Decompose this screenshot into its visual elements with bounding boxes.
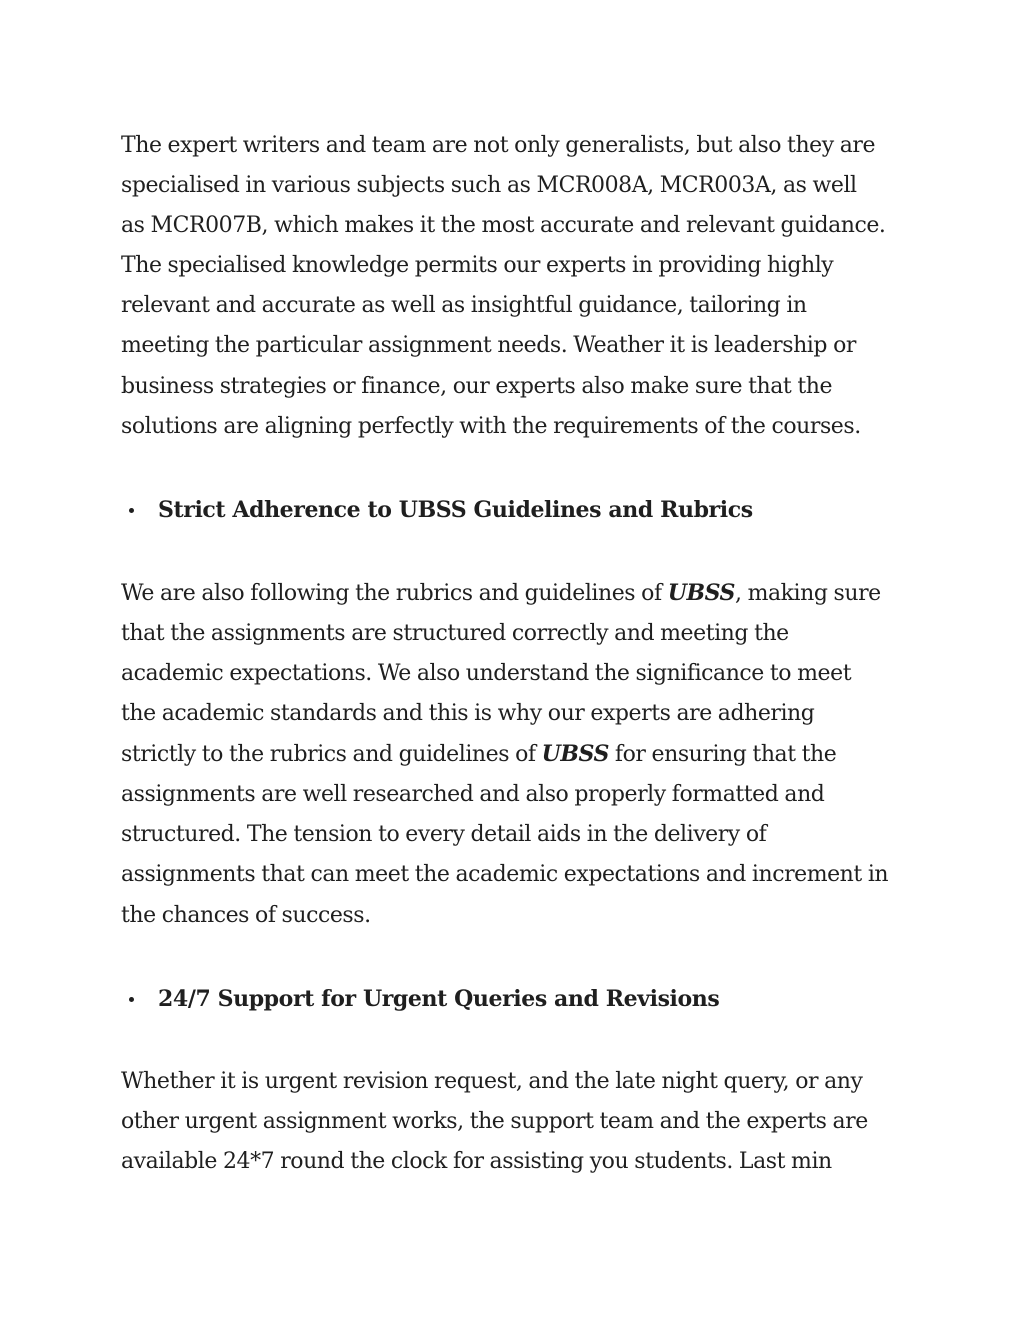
text-line: as MCR007B, which makes it the most accurate and relevant guidance.	[121, 213, 886, 239]
text-line: business strategies or finance, our experts also make sure that the	[121, 373, 833, 399]
text-line: academic expectations. We also understand the significance to meet	[121, 660, 852, 686]
document-page	[121, 126, 921, 1182]
text-line	[121, 573, 921, 614]
text-line: assignments that can meet the academic expectations and increment in	[121, 862, 889, 888]
text-segment: strictly to the rubrics and guidelines of	[121, 742, 542, 768]
text-line: the academic standards and this is why our experts are adhering	[121, 701, 815, 727]
heading-text: 24/7 Support for Urgent Queries and Revisions	[158, 985, 720, 1012]
text-line: that the assignments are structured correctly and meeting the	[121, 620, 789, 646]
text-line: Whether it is urgent revision request, and the late night query, or any	[121, 1068, 863, 1094]
text-segment: for ensuring that the	[608, 742, 837, 768]
bullet-heading-guidelines	[121, 490, 921, 530]
text-line: structured. The tension to every detail aids in the delivery of	[121, 822, 767, 848]
bullet-heading-support	[121, 979, 921, 1019]
text-line: meeting the particular assignment needs. Weather it is leadership or	[121, 333, 856, 359]
text-line: specialised in various subjects such as MCR008A, MCR003A, as well	[121, 173, 857, 199]
text-line: The specialised knowledge permits our experts in providing highly	[121, 253, 834, 279]
text-line: relevant and accurate as well as insightful guidance, tailoring in	[121, 293, 807, 319]
emphasis-ubss: UBSS	[667, 579, 735, 606]
bullet-icon	[129, 997, 134, 1002]
bullet-icon	[129, 508, 134, 513]
text-line: available 24*7 round the clock for assisting you students. Last min	[121, 1148, 832, 1174]
text-line: solutions are aligning perfectly with the requirements of the courses.	[121, 413, 861, 439]
text-line: the chances of success.	[121, 902, 371, 928]
text-line	[121, 734, 921, 775]
intro-paragraph	[121, 126, 921, 447]
heading-text: Strict Adherence to UBSS Guidelines and Rubrics	[158, 496, 753, 523]
text-line: assignments are well researched and also properly formatted and	[121, 782, 825, 808]
text-segment: , making sure	[734, 580, 881, 606]
emphasis-ubss: UBSS	[541, 741, 609, 768]
text-line: other urgent assignment works, the support team and the experts are	[121, 1108, 868, 1134]
support-paragraph	[121, 1062, 921, 1182]
text-line: The expert writers and team are not only generalists, but also they are	[121, 133, 876, 158]
text-segment: We are also following the rubrics and guidelines of	[121, 580, 668, 606]
guidelines-paragraph	[121, 573, 921, 936]
